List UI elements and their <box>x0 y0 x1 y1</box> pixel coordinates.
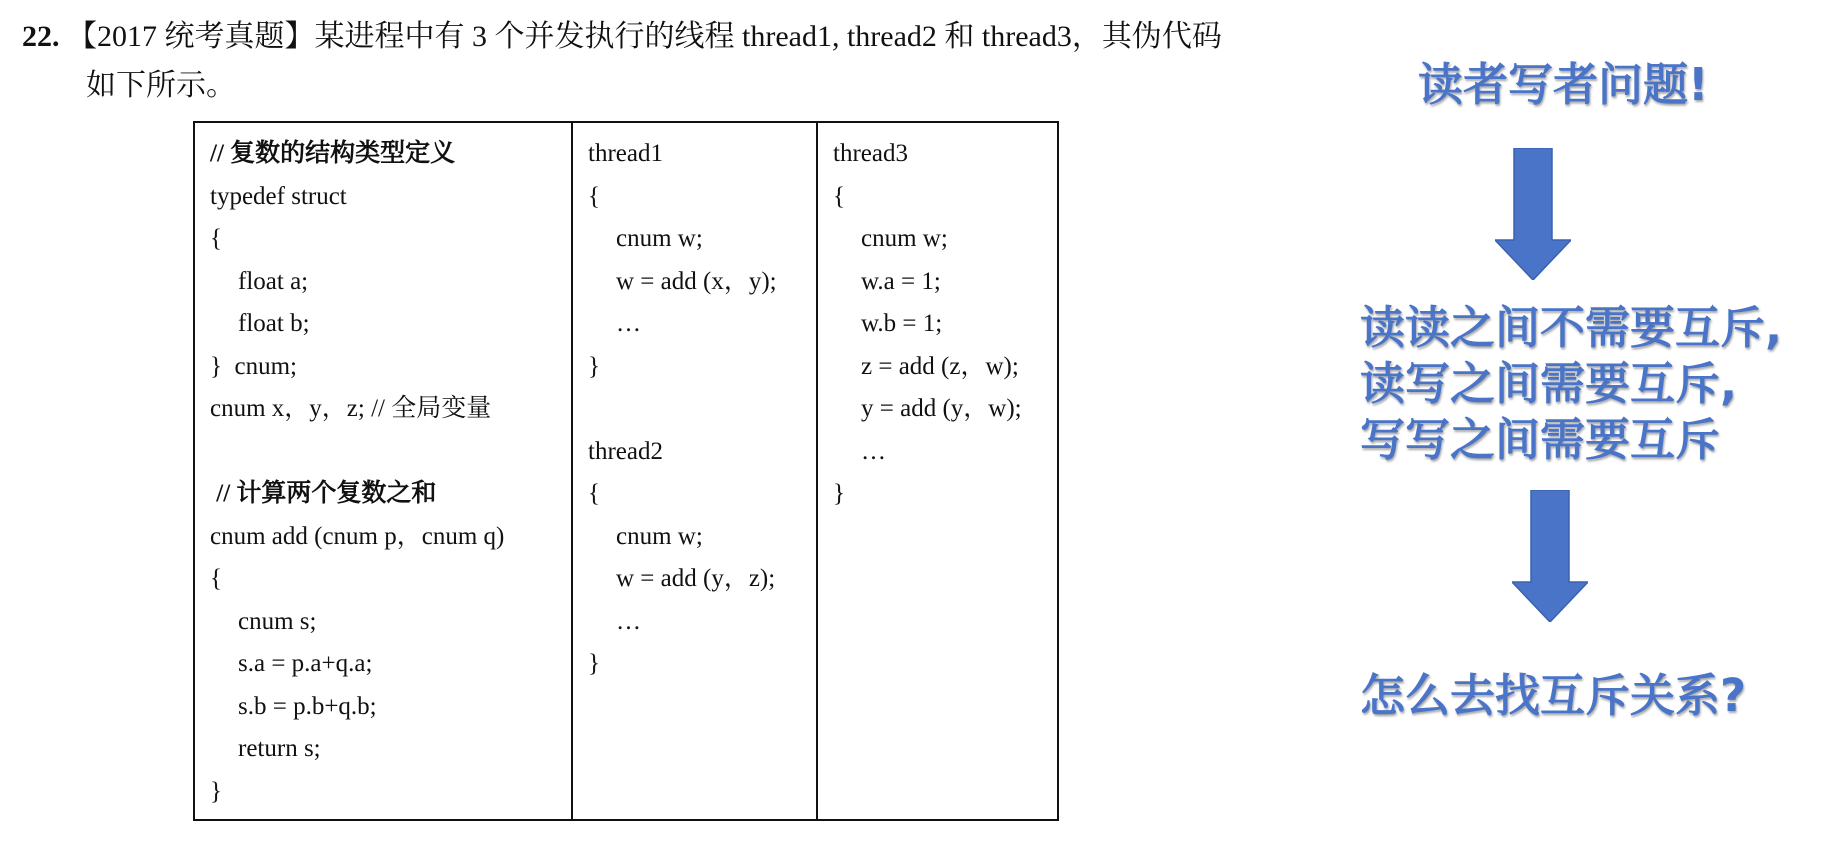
code-line: w = add (y，z); <box>616 565 776 592</box>
code-line: { <box>210 565 222 592</box>
code-line: thread3 <box>833 140 908 167</box>
question-line-1 <box>22 12 1322 61</box>
mutex-rules <box>1360 300 1782 468</box>
code-line: } <box>210 777 222 805</box>
code-line: { <box>210 225 222 252</box>
code-table <box>193 121 1059 821</box>
code-line-blank <box>588 388 816 431</box>
code-column-thread1-thread2 <box>573 123 818 819</box>
find-mutex-question: 怎么去找互斥关系? <box>1360 669 1747 722</box>
code-line: thread1 <box>588 140 663 167</box>
code-line: } <box>833 480 845 507</box>
code-line: … <box>616 310 641 337</box>
code-line: y = add (y，w); <box>861 395 1022 422</box>
code-line: typedef struct <box>210 182 347 210</box>
code-line: cnum x，y，z; // 全局变量 <box>210 395 492 422</box>
code-line: { <box>588 182 600 210</box>
code-column-thread3 <box>818 123 1057 819</box>
code-line: thread2 <box>588 437 663 465</box>
code-line: } cnum; <box>210 352 297 380</box>
code-line: w.b = 1; <box>861 310 943 337</box>
code-line: { <box>588 480 600 507</box>
code-line: s.a = p.a+q.a; <box>238 650 373 677</box>
code-line: // 复数的结构类型定义 <box>210 140 456 167</box>
code-line: cnum w; <box>616 522 703 550</box>
code-column-struct <box>195 123 573 819</box>
question-number: 22. <box>22 20 60 53</box>
rule-read-write: 读写之间需要互斥, <box>1360 357 1738 410</box>
code-line: float a; <box>238 267 309 295</box>
code-line: { <box>833 182 845 210</box>
question-text <box>22 12 1322 110</box>
rule-write-write: 写写之间需要互斥 <box>1360 413 1721 466</box>
code-line: } <box>588 650 600 677</box>
code-line: float b; <box>238 310 310 337</box>
code-line: // 计算两个复数之和 <box>210 480 437 507</box>
code-line: } <box>588 352 600 380</box>
annotation-panel <box>1352 0 1825 853</box>
code-line: s.b = p.b+q.b; <box>238 692 377 720</box>
code-line: return s; <box>238 735 321 762</box>
code-line: … <box>616 607 641 635</box>
code-line: cnum add (cnum p，cnum q) <box>210 522 505 550</box>
code-line: w.a = 1; <box>861 267 941 295</box>
code-line: z = add (z，w); <box>861 352 1019 380</box>
code-line: cnum w; <box>616 225 703 252</box>
code-line-blank <box>210 431 571 474</box>
readers-writers-title: 读者写者问题! <box>1418 58 1709 111</box>
code-line: w = add (x，y); <box>616 267 777 295</box>
question-stem: 【2017 统考真题】某进程中有 3 个并发执行的线程 thread1, thread2 和 thread3，其伪代码 <box>67 20 1222 53</box>
rule-read-read: 读读之间不需要互斥, <box>1360 301 1783 354</box>
down-arrow-icon <box>1495 148 1571 280</box>
code-line: … <box>861 437 886 465</box>
code-line: cnum w; <box>861 225 948 252</box>
question-line-2: 如下所示。 <box>86 69 236 102</box>
code-line: cnum s; <box>238 607 317 635</box>
down-arrow-icon <box>1512 490 1588 622</box>
